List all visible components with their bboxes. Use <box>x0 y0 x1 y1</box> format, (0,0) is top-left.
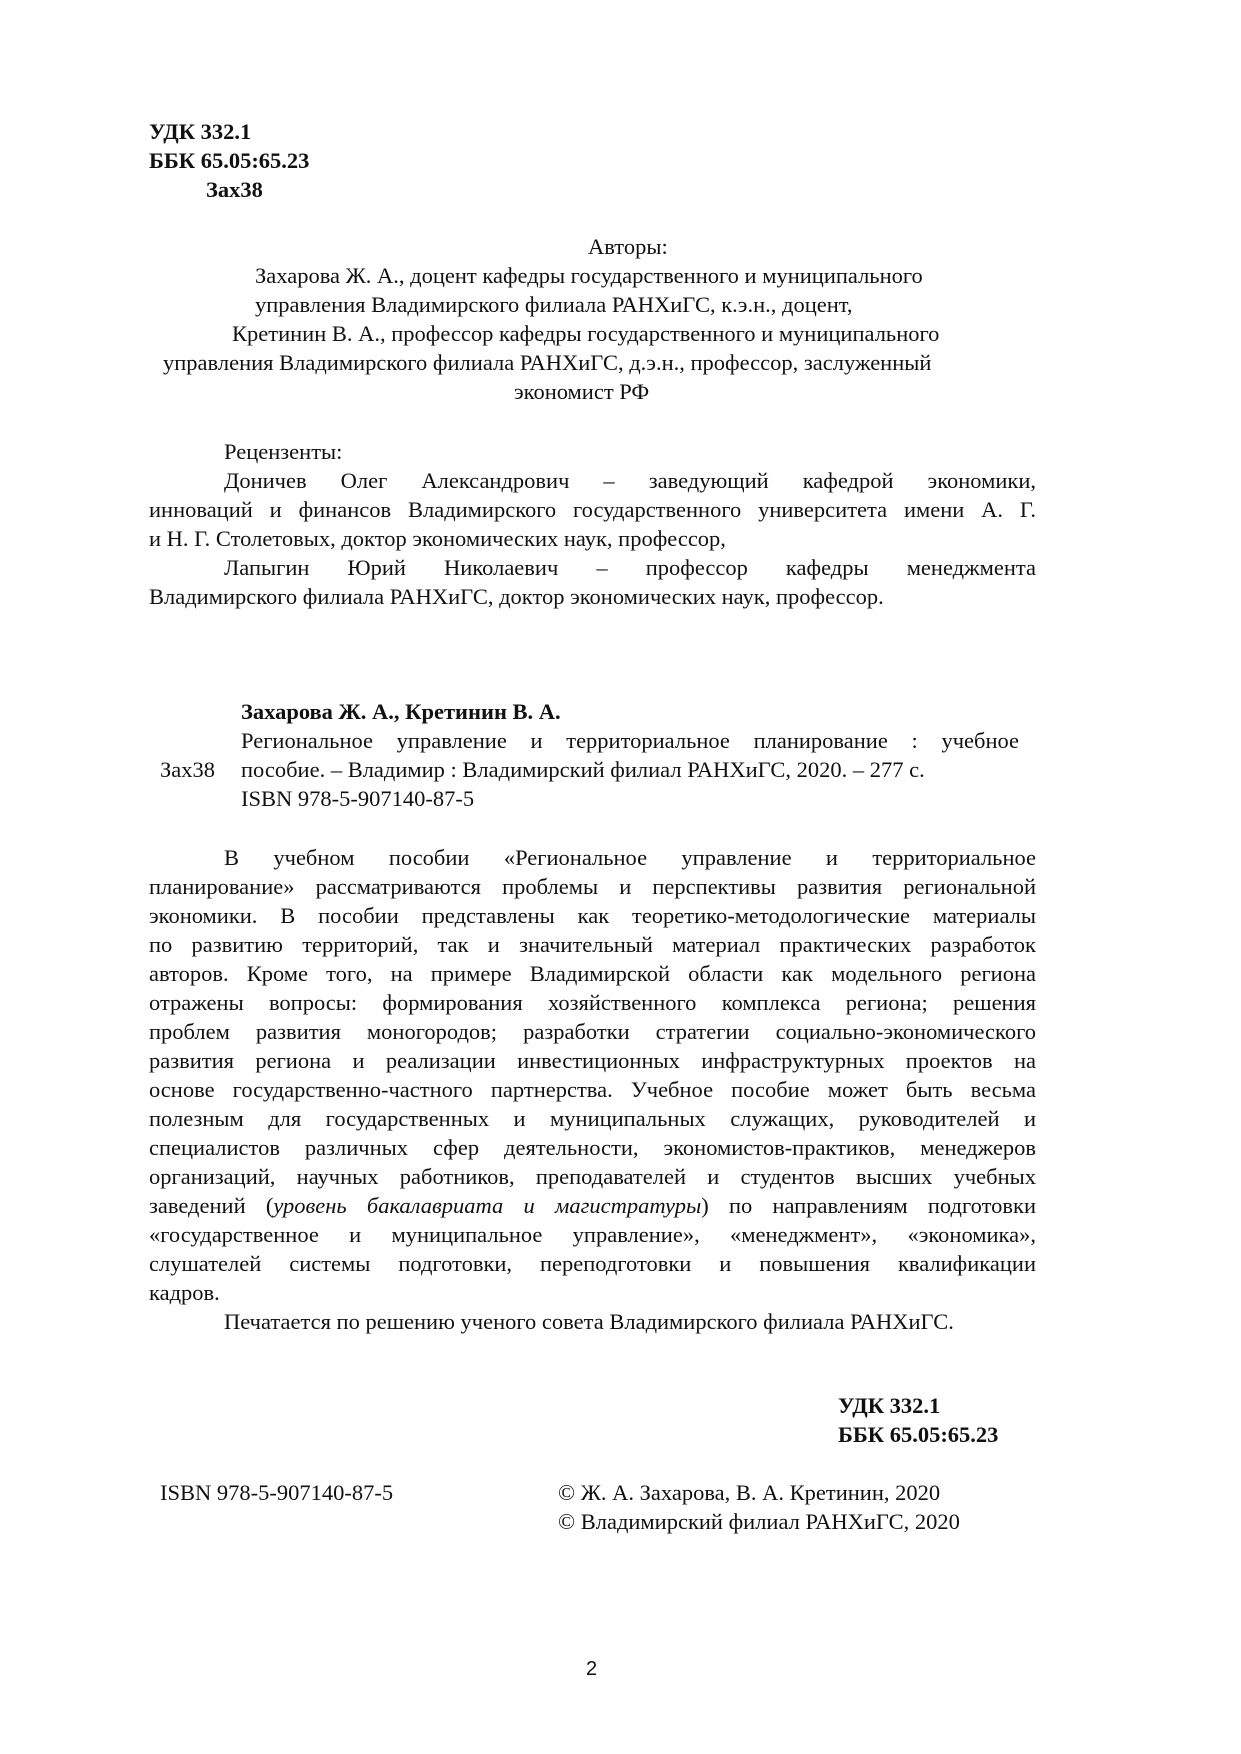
authors-line-3: Кретинин В. А., профессор кафедры государственного и муниципального <box>232 321 940 346</box>
header-udk: УДК 332.1 <box>149 119 252 144</box>
reviewers-line-2: инноваций и финансов Владимирского государственного университета имени А. Г. <box>149 497 1036 522</box>
catalog-code: Зах38 <box>160 757 216 782</box>
reviewers-line-3: и Н. Г. Столетовых, доктор экономических наук, профессор, <box>149 526 726 551</box>
abstract-line: отражены вопросы: формирования хозяйственного комплекса региона; решения <box>149 990 1036 1015</box>
header-author-code: Зах38 <box>206 177 263 202</box>
abstract-line: развития региона и реализации инвестиционных инфраструктурных проектов на <box>149 1048 1036 1073</box>
reviewers-line-4: Лапыгин Юрий Николаевич – профессор кафедры менеджмента <box>224 555 1036 580</box>
copyright-publisher: © Владимирский филиал РАНХиГС, 2020 <box>558 1509 960 1534</box>
catalog-line-2: пособие. – Владимир : Владимирский филиал РАНХиГС, 2020. – 277 с. <box>241 757 925 782</box>
authors-line-4: управления Владимирского филиала РАНХиГС, д.э.н., профессор, заслуженный <box>163 350 932 375</box>
page-number: 2 <box>586 1658 598 1680</box>
abstract-line: основе государственно-частного партнерства. Учебное пособие может быть весьма <box>149 1077 1036 1102</box>
abstract-paragraph <box>149 843 1036 1307</box>
abstract-line: по развитию территорий, так и значительный материал практических разработок <box>149 932 1036 957</box>
authors-line-1: Захарова Ж. А., доцент кафедры государственного и муниципального <box>255 263 923 288</box>
abstract-line-mixed: заведений (уровень бакалавриата и магистратуры) по направлениям подготовки <box>149 1193 1036 1218</box>
reviewers-title: Рецензенты: <box>224 439 343 464</box>
abstract-line: слушателей системы подготовки, переподготовки и повышения квалификации <box>149 1251 1036 1276</box>
abstract-line: В учебном пособии «Региональное управление и территориальное <box>224 845 1036 870</box>
footer-bbk: ББК 65.05:65.23 <box>838 1422 999 1447</box>
authors-line-5: экономист РФ <box>514 379 650 404</box>
copyright-authors: © Ж. А. Захарова, В. А. Кретинин, 2020 <box>558 1480 941 1505</box>
catalog-isbn: ISBN 978-5-907140-87-5 <box>241 786 475 811</box>
abstract-line: полезным для государственных и муниципальных служащих, руководителей и <box>149 1106 1036 1131</box>
printed-note: Печатается по решению ученого совета Владимирского филиала РАНХиГС. <box>224 1309 954 1334</box>
abstract-line: специалистов различных сфер деятельности, экономистов-практиков, менеджеров <box>149 1135 1036 1160</box>
abstract-line: организаций, научных работников, преподавателей и студентов высших учебных <box>149 1164 1036 1189</box>
abstract-line: проблем развития моногородов; разработки стратегии социально-экономического <box>149 1019 1036 1044</box>
abstract-line: авторов. Кроме того, на примере Владимирской области как модельного региона <box>149 961 1036 986</box>
abstract-line: планирование» рассматриваются проблемы и перспективы развития региональной <box>149 874 1036 899</box>
authors-line-2: управления Владимирского филиала РАНХиГС, к.э.н., доцент, <box>255 292 853 317</box>
header-bbk: ББК 65.05:65.23 <box>149 148 310 173</box>
abstract-italic-phrase: уровень бакалавриата и магистратуры <box>273 1193 702 1218</box>
reviewers-line-5: Владимирского филиала РАНХиГС, доктор экономических наук, профессор. <box>149 584 884 609</box>
footer-isbn: ISBN 978-5-907140-87-5 <box>160 1480 394 1505</box>
reviewers-line-1: Доничев Олег Александрович – заведующий кафедрой экономики, <box>224 468 1036 493</box>
abstract-line: экономики. В пособии представлены как теоретико-методологические материалы <box>149 903 1036 928</box>
catalog-heading: Захарова Ж. А., Кретинин В. А. <box>241 699 561 724</box>
authors-title: Авторы: <box>588 234 668 259</box>
footer-udk: УДК 332.1 <box>838 1393 941 1418</box>
abstract-line: кадров. <box>149 1280 220 1305</box>
abstract-line: «государственное и муниципальное управление», «менеджмент», «экономика», <box>149 1222 1036 1247</box>
catalog-line-1: Региональное управление и территориальное планирование : учебное <box>241 728 1019 753</box>
